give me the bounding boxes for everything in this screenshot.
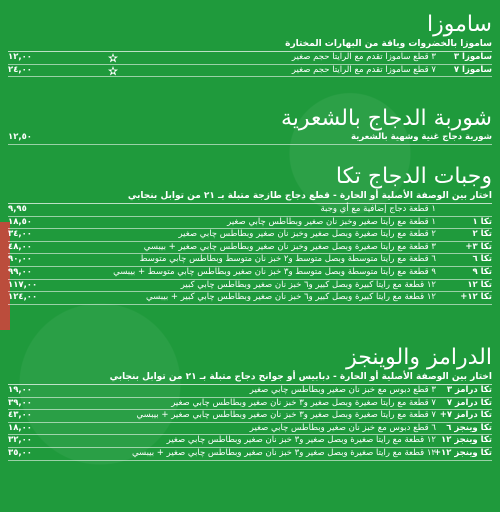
item-description: ٧ قطعة مع رايتا صغيرة وبصل صغير و٣ خبز نان صغير وبطاطس چابي صغير (171, 397, 436, 408)
item-description: ٣ قطع دبوس مع خبز نان صغير وبطاطس چابي صغير (249, 385, 436, 395)
hindu-star-icon (108, 66, 118, 76)
item-name: تكا ٢ (472, 229, 492, 240)
item-price: ٤٨,٠٠ (8, 241, 32, 252)
tikka-title: وجبات الدجاج تكا (335, 164, 492, 189)
item-description: ١ قطعة مع رايتا صغير وخبز نان صغير وبطاطس چابي صغير (227, 216, 436, 227)
item-description: ٣ قطعة مع رايتا صغيرة وبصل صغير وخبز نان صغير وبطاطس چابي صغير + بيبسي (143, 241, 436, 252)
item-description: ٦ قطع دبوس مع خبز نان صغير وبطاطس چابي صغير (249, 422, 436, 433)
item-price: ١٩,٠٠ (8, 385, 32, 395)
item-description: ١٢ قطعة مع رايتا صغيرة وبصل صغير و٣ خبز نان صغير وبطاطس چابي صغير + بيبسي (131, 447, 436, 458)
drums-wings-description: اختار بين الوصفة الأصلية أو الحارة - دبابيس أو جوانح دجاج متبلة بـ ٢١ من توابل بنجابي (8, 371, 492, 385)
item-price: ٢٤,٠٠ (8, 64, 32, 75)
item-price: ١٢٤,٠٠ (8, 292, 38, 303)
item-name: تكا ٩ (472, 266, 492, 277)
menu-row (8, 280, 492, 293)
item-price: ٣٤,٠٠ (8, 229, 32, 240)
soup-title: شوربة الدجاج بالشعرية (280, 106, 492, 131)
item-description: ٩ قطعة مع رايتا متوسطة وبصل متوسط و٣ خبز نان صغير وبطاطس چابي متوسط + بيبسي (113, 266, 436, 277)
menu-row (8, 423, 492, 436)
menu-row (8, 204, 492, 217)
item-name: تكا ٣+ (465, 241, 492, 252)
item-price: ٤٣,٠٠ (8, 410, 32, 421)
item-price: ٣٢,٠٠ (8, 435, 32, 446)
item-name: تكا درامز ٧+ (439, 410, 492, 421)
samosa-section (8, 12, 492, 77)
item-description: ٧ قطع ساموزا تقدم مع الرايتا حجم صغير (291, 64, 436, 75)
drums-wings-section (8, 345, 492, 461)
item-name: ساموزا ٣ (453, 52, 492, 62)
item-description: ٢ قطعة مع رايتا صغيرة وبصل صغير وخبز نان صغير وبطاطس چابي صغير (178, 229, 436, 240)
menu-row (8, 398, 492, 411)
hindu-star-icon (108, 53, 118, 63)
item-price: ١٢,٥٠ (8, 132, 32, 142)
item-price: ٩,٩٥ (8, 204, 27, 214)
menu-row (8, 448, 492, 461)
item-name: تكا درامز ٧ (446, 397, 492, 408)
menu-row (8, 267, 492, 280)
item-description: ١٢ قطعة مع رايتا كبيرة وبصل كبير و٦ خبز نان صغير وبطاطس چابي كبير (180, 279, 436, 290)
samosa-description: ساموزا بالخضروات وباقة من البهارات المختارة (8, 38, 492, 52)
item-description: ١ قطعة دجاج إضافية مع أي وجبة (320, 204, 436, 214)
item-name: تكا وينجز ٦ (446, 422, 492, 433)
item-description: شوربة دجاج غنية وشهية بالشعرية (350, 132, 492, 142)
menu-row (8, 410, 492, 423)
item-name: تكا وينجز ١٢+ (433, 447, 492, 458)
menu-row (8, 217, 492, 230)
item-price: ١٨,٠٠ (8, 422, 32, 433)
item-description: ١٢ قطعة مع رايتا كبيرة وبصل كبير و٦ خبز نان صغير وبطاطس چابي كبير + بيبسي (146, 292, 436, 303)
item-price: ٣٥,٠٠ (8, 447, 32, 458)
item-name: تكا ١٢+ (460, 292, 492, 303)
tikka-section (8, 164, 492, 305)
item-name: تكا ١٢ (467, 279, 492, 290)
item-price: ١١٧,٠٠ (8, 279, 38, 290)
item-name: تكا ٦ (472, 254, 492, 265)
menu-row (8, 52, 492, 65)
item-description: ١٢ قطعة مع رايتا صغيرة وبصل صغير و٣ خبز نان صغير وبطاطس چابي صغير (166, 435, 436, 446)
menu-row (8, 242, 492, 255)
soup-section (8, 106, 492, 145)
menu-row (8, 229, 492, 242)
item-name: ساموزا ٧ (453, 64, 492, 75)
item-description: ٦ قطعة مع رايتا متوسطة وبصل متوسط و٢ خبز نان متوسط وبطاطس چابي متوسط (139, 254, 436, 265)
item-name: تكا وينجز ١٢ (441, 435, 492, 446)
item-price: ١٨,٥٠ (8, 216, 32, 227)
menu-row (8, 385, 492, 398)
menu-row (8, 254, 492, 267)
drums-wings-title: الدرامز والوينجز (346, 345, 492, 370)
menu-row (8, 292, 492, 305)
item-description: ٧ قطعة مع رايتا صغيرة وبصل صغير و٣ خبز نان صغير وبطاطس چابي صغير + بيبسي (136, 410, 436, 421)
menu-row (8, 435, 492, 448)
item-name: تكا درامز ٣ (446, 385, 492, 395)
item-name: تكا ١ (472, 216, 492, 227)
item-price: ٩٠,٠٠ (8, 254, 32, 265)
samosa-title: ساموزا (426, 12, 492, 37)
item-price: ١٢,٠٠ (8, 52, 32, 62)
menu-row (8, 65, 492, 78)
item-price: ٩٩,٠٠ (8, 266, 32, 277)
item-price: ٣٩,٠٠ (8, 397, 32, 408)
menu-row (8, 132, 492, 145)
item-description: ٣ قطع ساموزا تقدم مع الرايتا حجم صغير (291, 52, 436, 62)
tikka-description: اختار بين الوصفة الأصلية أو الحارة - قطع دجاج طازجة متبلة بـ ٢١ من توابل بنجابي (8, 190, 492, 204)
